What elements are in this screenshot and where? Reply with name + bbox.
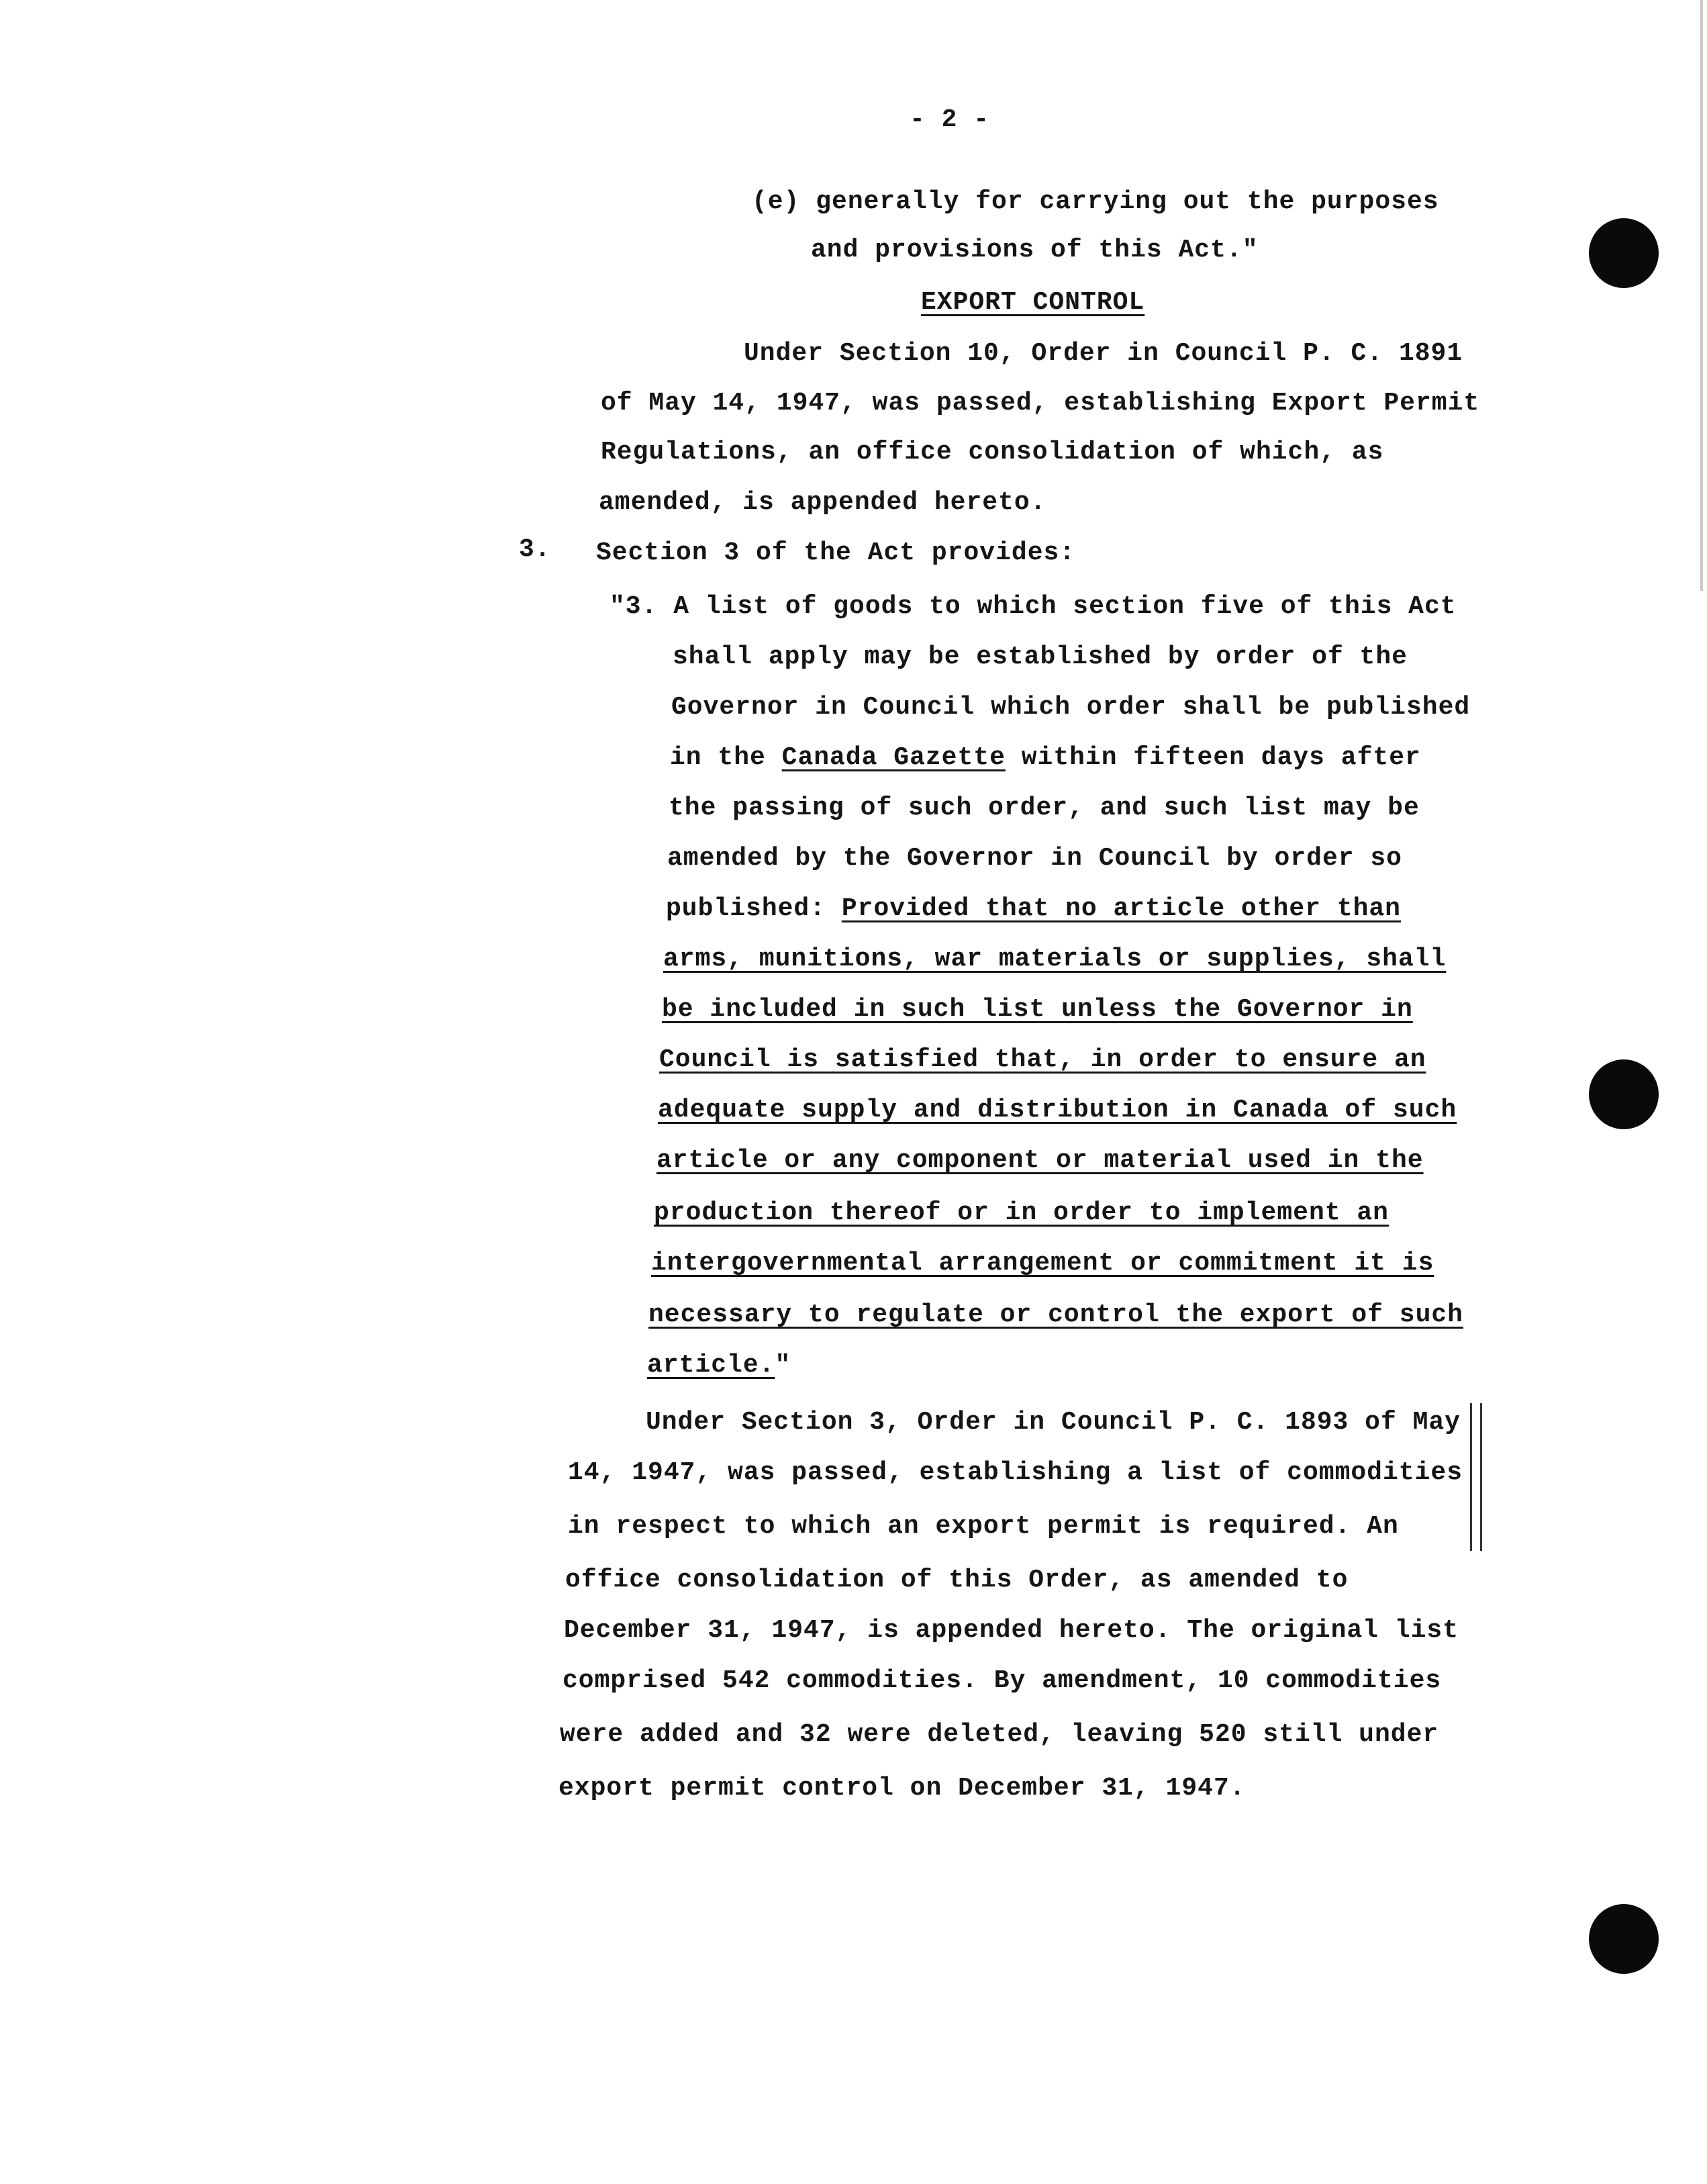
punch-hole-bottom: [1589, 1904, 1659, 1974]
page-number: - 2 -: [910, 105, 990, 134]
quote-line-4-post: within fifteen days after: [1005, 743, 1421, 772]
para2-line-2: 14, 1947, was passed, establishing a list of commodities: [568, 1458, 1463, 1487]
proviso-line-8: necessary to regulate or control the export of such: [648, 1300, 1463, 1329]
proviso-line-9: [647, 1353, 791, 1378]
para2-line-4: office consolidation of this Order, as amended to: [565, 1566, 1349, 1595]
para-e-line-2: and provisions of this Act.": [811, 236, 1259, 265]
para-e-line-1: (e) generally for carrying out the purposes: [752, 187, 1439, 216]
quote-line-7-pre: published:: [666, 894, 842, 923]
para1-line-2: of May 14, 1947, was passed, establishing Export Permit: [601, 389, 1480, 418]
canada-gazette-title: Canada Gazette: [781, 743, 1006, 772]
section-intro: Section 3 of the Act provides:: [596, 538, 1076, 567]
proviso-line-3: Council is satisfied that, in order to ensure an: [659, 1045, 1426, 1074]
para1-line-3: Regulations, an office consolidation of which, as: [601, 438, 1384, 467]
proviso-line-6: production thereof or in order to implement an: [654, 1198, 1389, 1227]
proviso-end: article.: [647, 1351, 775, 1380]
section-heading: EXPORT CONTROL: [921, 288, 1145, 317]
quote-line-6: amended by the Governor in Council by order so: [667, 844, 1402, 873]
para2-line-8: export permit control on December 31, 1947.: [558, 1774, 1246, 1803]
para1-line-1: Under Section 10, Order in Council P. C. 1891: [744, 339, 1463, 368]
para2-line-1: Under Section 3, Order in Council P. C. 1893 of May: [646, 1408, 1461, 1437]
quote-line-5: the passing of such order, and such list may be: [669, 794, 1420, 822]
quote-close: ": [775, 1351, 791, 1380]
quote-line-7: [666, 896, 1401, 922]
proviso-line-4: adequate supply and distribution in Canada of such: [658, 1096, 1457, 1125]
page-edge-shadow: [1700, 0, 1703, 591]
quote-line-4: [670, 745, 1421, 771]
quote-line-3: Governor in Council which order shall be published: [671, 693, 1471, 722]
section-number: 3.: [519, 535, 551, 564]
proviso-line-2: be included in such list unless the Governor in: [662, 995, 1413, 1024]
punch-hole-middle: [1589, 1059, 1659, 1129]
proviso-line-5: article or any component or material used in the: [656, 1146, 1424, 1175]
proviso-line-7: intergovernmental arrangement or commitment it is: [651, 1249, 1434, 1278]
quote-line-1: "3. A list of goods to which section five of this Act: [609, 592, 1457, 621]
para2-line-6: comprised 542 commodities. By amendment, 10 commodities: [563, 1666, 1442, 1695]
proviso-line-1: arms, munitions, war materials or supplies, shall: [663, 945, 1447, 974]
margin-marking: [1470, 1403, 1482, 1551]
para2-line-3: in respect to which an export permit is required. An: [568, 1512, 1399, 1541]
quote-line-2: shall apply may be established by order of the: [673, 643, 1408, 671]
para1-line-4: amended, is appended hereto.: [599, 488, 1046, 517]
para2-line-5: December 31, 1947, is appended hereto. The original list: [564, 1616, 1459, 1645]
proviso-start: Provided that no article other than: [841, 894, 1401, 923]
para2-line-7: were added and 32 were deleted, leaving 520 still under: [560, 1720, 1439, 1749]
punch-hole-top: [1589, 218, 1659, 288]
quote-line-4-pre: in the: [670, 743, 782, 772]
